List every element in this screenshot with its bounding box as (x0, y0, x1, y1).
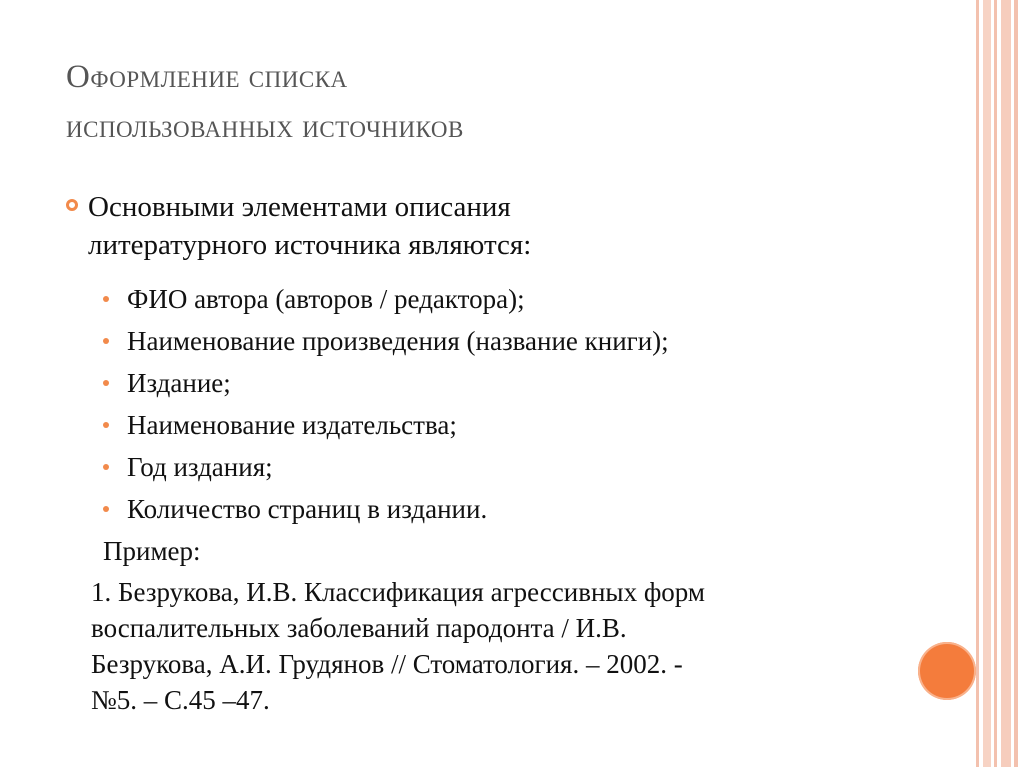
citation-line-4: №5. – С.45 –47. (91, 685, 270, 715)
list-item-text: Наименование издательства; (127, 410, 457, 440)
title-line-2: использованных источников (66, 109, 464, 145)
main-bullet-line-1: Основными элементами описания (88, 191, 511, 223)
ring-bullet-icon (66, 199, 78, 211)
main-bullet-text (88, 188, 531, 264)
list-item (103, 488, 963, 530)
decor-stripe (994, 0, 997, 767)
citation-line-1: 1. Безрукова, И.В. Классификация агрессивных форм (91, 577, 705, 607)
citation-line-2: воспалительных заболеваний пародонта / И.В. (91, 613, 627, 643)
list-item (103, 320, 963, 362)
list-item-text: Наименование произведения (название книги); (127, 326, 669, 356)
main-bullet-line-2: литературного источника являются: (88, 229, 532, 261)
decor-stripe (1014, 0, 1018, 767)
example-citation (91, 574, 881, 718)
bullet-dot-icon (103, 506, 109, 512)
list-item-text: Издание; (127, 368, 231, 398)
decor-stripe (976, 0, 979, 767)
sub-list (103, 278, 963, 530)
decor-stripe (1001, 0, 1011, 767)
list-item (103, 404, 963, 446)
decor-circle (918, 642, 976, 700)
slide-title (66, 52, 946, 152)
title-line-1: Оформление списка (66, 59, 348, 95)
list-item-text: ФИО автора (авторов / редактора); (127, 284, 525, 314)
bullet-dot-icon (103, 464, 109, 470)
list-item (103, 362, 963, 404)
bullet-dot-icon (103, 422, 109, 428)
citation-line-3: Безрукова, А.И. Грудянов // Стоматология. – 2002. - (91, 649, 683, 679)
list-item-text: Количество страниц в издании. (127, 494, 488, 524)
list-item (103, 278, 963, 320)
bullet-dot-icon (103, 338, 109, 344)
decor-stripe (983, 0, 991, 767)
example-label: Пример: (103, 536, 201, 566)
list-item-text: Год издания; (127, 452, 273, 482)
main-bullet (66, 188, 956, 264)
list-item (103, 446, 963, 488)
bullet-dot-icon (103, 380, 109, 386)
bullet-dot-icon (103, 296, 109, 302)
